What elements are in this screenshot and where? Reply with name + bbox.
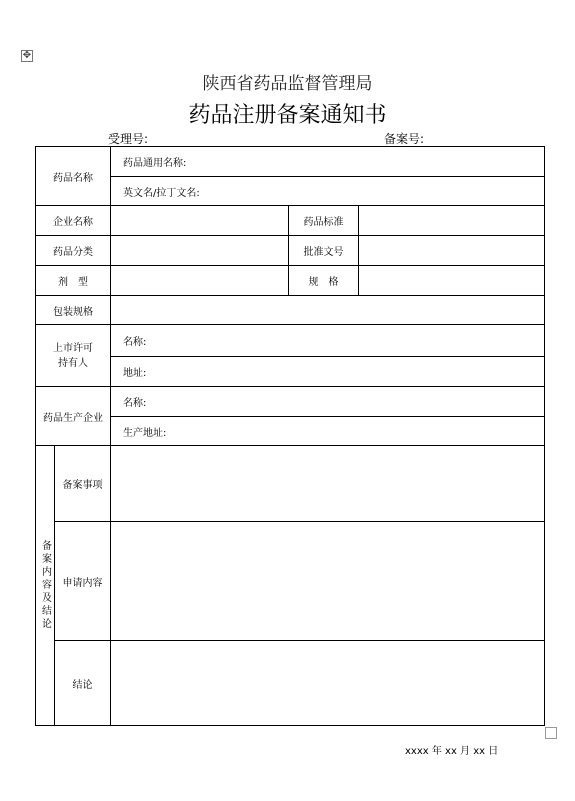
mah-address-label: 地址: <box>123 368 147 379</box>
conclusion-label: 结论 <box>55 641 111 726</box>
filing-items-field[interactable] <box>111 446 545 522</box>
packaging-spec-field[interactable] <box>111 296 545 325</box>
document-title: 药品注册备案通知书 <box>188 103 387 128</box>
mah-label <box>36 325 111 387</box>
generic-name-label: 药品通用名称: <box>123 158 187 169</box>
approval-number-field[interactable] <box>359 236 545 266</box>
drug-category-field[interactable] <box>111 236 289 266</box>
table-move-handle-icon[interactable]: ✥ <box>22 50 32 61</box>
mah-name-label: 名称: <box>123 337 147 348</box>
specification-field[interactable] <box>359 266 545 296</box>
mah-name-field[interactable] <box>111 325 545 357</box>
application-content-label: 申请内容 <box>55 522 111 641</box>
approval-number-label: 批准文号 <box>289 236 359 266</box>
mah-address-field[interactable] <box>111 357 545 387</box>
dosage-form-field[interactable] <box>111 266 289 296</box>
manufacturer-address-label: 生产地址: <box>123 427 167 439</box>
manufacturer-address-field[interactable] <box>111 417 545 446</box>
drug-name-label: 药品名称 <box>36 147 111 206</box>
mah-label-line2: 持有人 <box>58 357 88 369</box>
english-name-label: 英文名/拉丁文名: <box>123 187 200 199</box>
manufacturer-name-label: 名称: <box>123 398 147 409</box>
filing-number-label: 备案号: <box>384 132 425 146</box>
filing-section-label: 备案内容及结论 <box>39 540 51 631</box>
dosage-form-label: 剂 型 <box>36 266 111 296</box>
generic-name-field[interactable] <box>111 147 545 177</box>
filing-items-label: 备案事项 <box>55 446 111 522</box>
manufacturer-label: 药品生产企业 <box>36 387 111 446</box>
conclusion-field[interactable] <box>111 641 545 726</box>
company-name-field[interactable] <box>111 206 289 236</box>
drug-category-label: 药品分类 <box>36 236 111 266</box>
packaging-spec-label: 包装规格 <box>36 296 111 325</box>
mah-label-line1: 上市许可 <box>53 342 93 354</box>
drug-standard-field[interactable] <box>359 206 545 236</box>
table-resize-handle[interactable] <box>545 727 557 739</box>
filing-section-label-cell <box>36 446 55 726</box>
notice-form-table <box>35 146 545 726</box>
issuing-authority: 陕西省药品监督管理局 <box>202 74 373 94</box>
drug-standard-label: 药品标准 <box>289 206 359 236</box>
english-name-field[interactable] <box>111 177 545 206</box>
manufacturer-name-field[interactable] <box>111 387 545 417</box>
company-name-label: 企业名称 <box>36 206 111 236</box>
specification-label: 规 格 <box>289 266 359 296</box>
acceptance-number-label: 受理号: <box>108 132 149 146</box>
issue-date: xxxx 年 xx 月 xx 日 <box>405 746 499 757</box>
application-content-field[interactable] <box>111 522 545 641</box>
